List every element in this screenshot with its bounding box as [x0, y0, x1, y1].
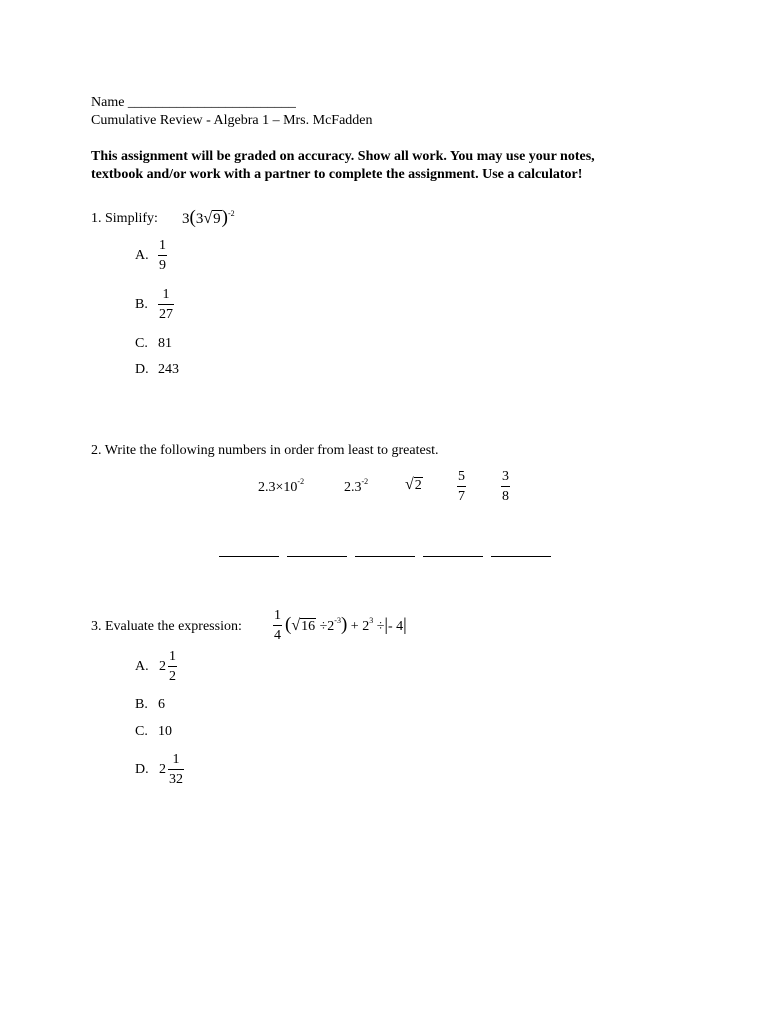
- q3-divide-term: ÷2: [319, 619, 335, 634]
- radical-icon: √: [405, 476, 414, 493]
- q2-number-2-exponent: -2: [361, 477, 369, 486]
- q1-choice-d-letter: D.: [135, 362, 149, 377]
- fraction-denominator: 8: [501, 486, 510, 504]
- answer-blank-1[interactable]: [219, 556, 279, 557]
- answer-blank-5[interactable]: [491, 556, 551, 557]
- q1-choice-c-letter: C.: [135, 336, 148, 351]
- radical-icon: √: [291, 617, 301, 634]
- q2-number-2: [344, 477, 369, 495]
- fraction-numerator: 1: [162, 287, 170, 302]
- fraction-denominator: 32: [168, 769, 184, 787]
- answer-blank-2[interactable]: [287, 556, 347, 557]
- q1-radicand: 9: [213, 211, 221, 227]
- q1-prompt: 1. Simplify:: [91, 211, 158, 226]
- q3-choice-d-letter: D.: [135, 762, 149, 777]
- q2-number-3: [405, 477, 423, 493]
- fraction-denominator: 4: [273, 625, 282, 643]
- q1-sqrt: [203, 211, 221, 227]
- q1-choice-a-letter: A.: [135, 248, 149, 263]
- q3-exponent-2: 3: [369, 616, 374, 625]
- abs-bar-left-icon: |: [384, 614, 388, 634]
- q2-sqrt: [405, 477, 423, 493]
- q2-prompt: 2. Write the following numbers in order from least to greatest.: [91, 443, 439, 458]
- q3-choice-b-letter: B.: [135, 697, 148, 712]
- fraction-numerator: 1: [172, 752, 180, 767]
- q3-close-paren: ): [340, 614, 348, 635]
- q3-abs-value: - 4: [388, 619, 404, 634]
- q3-choice-b-value: 6: [158, 697, 165, 712]
- q1-open-paren: (: [189, 207, 196, 228]
- fraction-numerator: 5: [458, 469, 465, 484]
- fraction-denominator: 9: [158, 255, 167, 273]
- q2-number-1-base: 2.3×10: [258, 480, 298, 495]
- q3-open-paren: (: [285, 614, 292, 635]
- worksheet-title: Cumulative Review - Algebra 1 – Mrs. McFadden: [91, 113, 373, 128]
- q3-sqrt: [291, 618, 316, 634]
- q1-exponent: -2: [227, 209, 235, 218]
- q1-inner-coefficient: 3: [195, 211, 204, 227]
- answer-blank-3[interactable]: [355, 556, 415, 557]
- fraction-numerator: 3: [502, 469, 509, 484]
- q1-expression: [182, 208, 235, 227]
- q2-number-1: [258, 477, 305, 495]
- fraction-denominator: 7: [457, 486, 466, 504]
- q3-quarter-fraction: [273, 609, 282, 643]
- q2-number-2-base: 2.3: [344, 480, 362, 495]
- q3-expression: [285, 615, 407, 634]
- q3-choice-a-fraction: [168, 650, 177, 684]
- q2-number-1-exponent: -2: [297, 477, 305, 486]
- instructions-line-2: textbook and/or work with a partner to complete the assignment. Use a calculator!: [91, 167, 583, 182]
- answer-blank-4[interactable]: [423, 556, 483, 557]
- q3-plus-term: + 2: [350, 619, 370, 634]
- q3-divide-sign: ÷: [376, 619, 385, 634]
- q2-number-4-fraction: [457, 470, 466, 504]
- q3-radicand: 16: [301, 619, 316, 634]
- q1-coefficient: 3: [182, 211, 190, 227]
- fraction-numerator: 1: [159, 238, 166, 253]
- q2-radicand: 2: [414, 478, 422, 493]
- q3-choice-d-fraction: [168, 753, 184, 787]
- fraction-denominator: 27: [158, 304, 174, 322]
- q1-choice-d-value: 243: [158, 362, 179, 377]
- q1-choice-b-letter: B.: [135, 297, 148, 312]
- q1-choice-b-fraction: [158, 288, 174, 322]
- name-field-label: Name ________________________: [91, 95, 296, 110]
- instructions-line-1: This assignment will be graded on accuracy. Show all work. You may use your notes,: [91, 149, 595, 164]
- q3-choice-a-whole: 2: [159, 659, 166, 674]
- fraction-numerator: 1: [169, 649, 176, 664]
- fraction-denominator: 2: [168, 666, 177, 684]
- q1-close-paren: ): [221, 207, 228, 228]
- radical-icon: √: [203, 210, 213, 227]
- q3-choice-d-whole: 2: [159, 762, 166, 777]
- q1-choice-c-value: 81: [158, 336, 172, 351]
- q3-choice-a-letter: A.: [135, 659, 149, 674]
- abs-bar-right-icon: |: [403, 614, 407, 634]
- q3-prompt: 3. Evaluate the expression:: [91, 619, 242, 634]
- q1-choice-a-fraction: [158, 239, 167, 273]
- q3-choice-c-letter: C.: [135, 724, 148, 739]
- fraction-numerator: 1: [274, 608, 281, 623]
- q3-exponent-1: -3: [334, 616, 341, 625]
- q2-number-5-fraction: [501, 470, 510, 504]
- q3-choice-c-value: 10: [158, 724, 172, 739]
